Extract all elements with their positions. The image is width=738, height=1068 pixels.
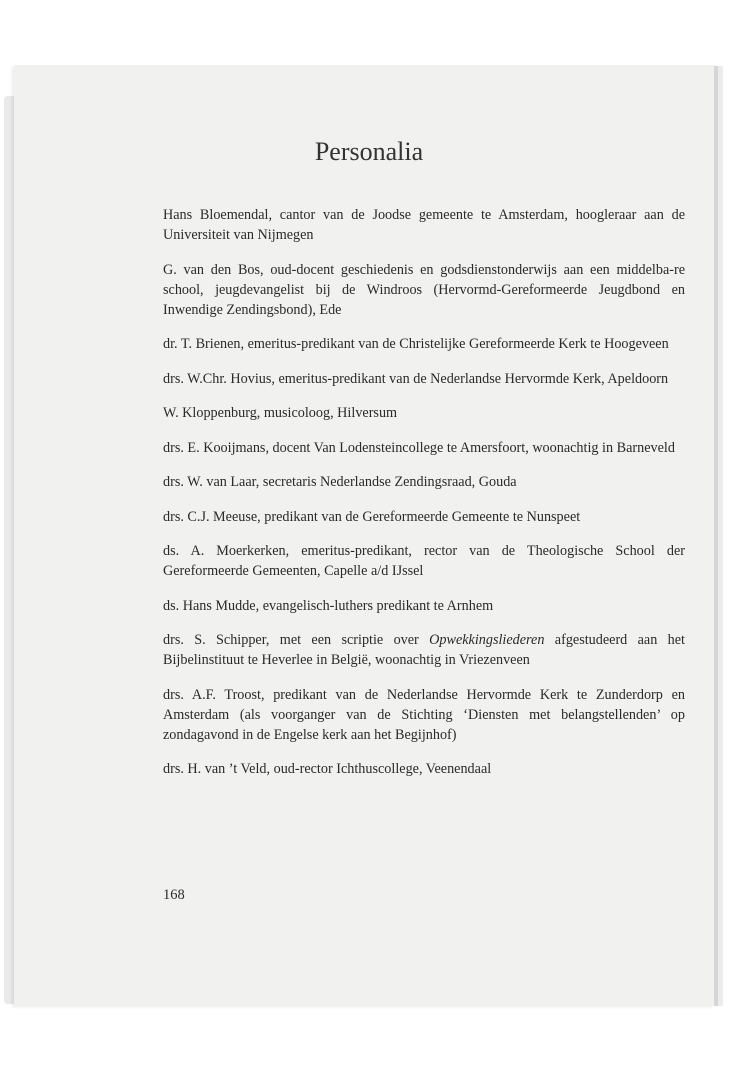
- list-item: drs. H. van ’t Veld, oud-rector Ichthuscollege, Veenendaal: [163, 761, 492, 777]
- list-item: W. Kloppenburg, musicoloog, Hilversum: [163, 405, 398, 421]
- entry-text: afgestudeerd aan het Bijbelinstituut te Heverlee in België, woonachtig in Vriezenveen: [163, 632, 686, 668]
- list-item: drs. A.F. Troost, predikant van de Nederlandse Hervormde Kerk te Zunderdorp en Amsterdam (als voorganger van de Stichting ‘Diensten met belangstellenden’ op zondagavond in de Engelse kerk aan het Begijnhof): [163, 686, 685, 743]
- page-right-edge-shadow: [718, 66, 723, 1006]
- page-number: 168: [163, 887, 185, 903]
- page-title: Personalia: [314, 137, 424, 166]
- list-item-schipper: [163, 630, 685, 670]
- list-item: drs. E. Kooijmans, docent Van Lodensteincollege te Amersfoort, woonachtig in Barneveld: [163, 439, 675, 456]
- list-item: drs. W.Chr. Hovius, emeritus-predikant van de Nederlandse Hervormde Kerk, Apeldoorn: [163, 370, 669, 387]
- list-item: dr. T. Brienen, emeritus-predikant van de Christelijke Gereformeerde Kerk te Hoogeveen: [163, 336, 669, 352]
- list-item: ds. A. Moerkerken, emeritus-predikant, rector van de Theologische School der Gereformeerde Gemeenten, Capelle a/d IJssel: [163, 543, 685, 579]
- thesis-title: Opwekkingsliederen: [429, 632, 545, 648]
- entry-text: drs. S. Schipper, met een scriptie over: [163, 632, 430, 648]
- list-item: Hans Bloemendal, cantor van de Joodse gemeente te Amsterdam, hoogleraar aan de Universiteit van Nijmegen: [163, 207, 685, 243]
- list-item: ds. Hans Mudde, evangelisch-luthers predikant te Arnhem: [163, 597, 494, 614]
- personalia-list: [163, 205, 685, 794]
- list-item: drs. C.J. Meeuse, predikant van de Gereformeerde Gemeente te Nunspeet: [163, 508, 581, 525]
- list-item: drs. W. van Laar, secretaris Nederlandse Zendingsraad, Gouda: [163, 474, 517, 490]
- list-item: G. van den Bos, oud-docent geschiedenis en godsdienstonderwijs aan een middelba-re school, jeugdevangelist bij de Windroos (Hervormd-Gereformeerde Jeugdbond en Inwendige Zendingsbond), Ede: [163, 261, 685, 318]
